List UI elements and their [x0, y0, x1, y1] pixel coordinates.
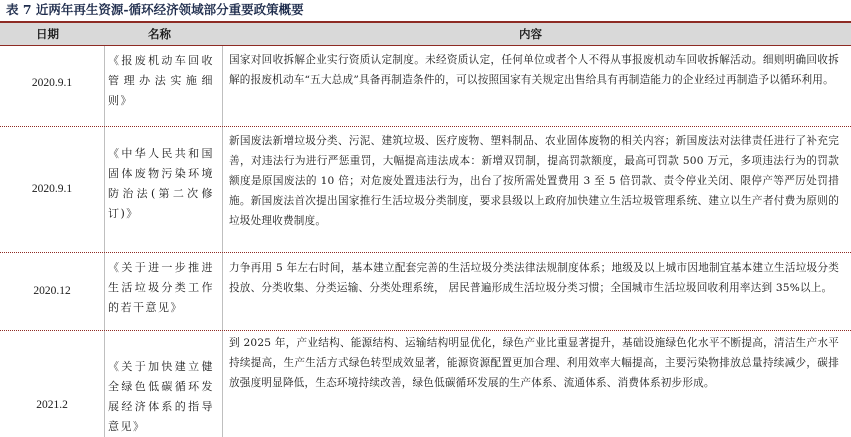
row-name: 《中华人民共和国固体废物污染环境防治法(第二次修订)》 [108, 147, 214, 220]
row-date: 2020.9.1 [31, 183, 73, 195]
row-date: 2020.9.1 [31, 77, 73, 89]
row-content: 到 2025 年，产业结构、能源结构、运输结构明显优化，绿色产业比重显著提升，基础设施绿色化水平不断提高，清洁生产水平持续提高，生产生活方式绿色转型成效显著，能源资源配置更加合理、利用效率大幅提高，主要污染物排放总量持续减少，碳排放强度明显降低，生态环境持续改善，绿色低碳循环发展的生产体系、流通体系、消费体系初步形成。 [229, 337, 839, 389]
table-row [0, 330, 851, 433]
table-row [0, 126, 851, 253]
table-header [0, 23, 851, 45]
row-content: 国家对回收拆解企业实行资质认定制度。未经资质认定，任何单位或者个人不得从事报废机动车回收拆解活动。细则明确回收拆解的报废机动车“五大总成”具备再制造条件的，可以按照国家有关规定出售给具有再制造能力的企业经过再制造予以循环利用。 [229, 54, 839, 86]
header-name: 名称 [148, 27, 171, 41]
row-content: 新国废法新增垃圾分类、污泥、建筑垃圾、医疗废物、塑料制品、农业固体废物的相关内容；新国废法对法律责任进行了补充完善，对违法行为进行严惩重罚，大幅提高违法成本：新增双罚制，提高罚款额度，最高可罚款 500 万元，多项违法行为的罚款额度是原国废法的 10 倍；对危废处置违法行为，出台了按所需处置费用 3 至 5 倍罚款、责令停业关闭、限停产等严厉处罚措施。新国废法首次提出国家推行生活垃圾分类制度，要求县级以上政府加快建立生活垃圾管理系统、建立以生产者付费为原则的垃圾处理收费制度。 [229, 135, 839, 227]
table-row [0, 252, 851, 331]
row-content: 力争再用 5 年左右时间，基本建立配套完善的生活垃圾分类法律法规制度体系；地级及以上城市因地制宜基本建立生活垃圾分类投放、分类收集、分类运输、分类处理系统， 居民普遍形成生活垃圾分类习惯；全国城市生活垃圾回收利用率达到 35%以上。 [229, 262, 839, 294]
table-row [0, 46, 851, 126]
table-title: 表 7 近两年再生资源-循环经济领域部分重要政策概要 [6, 2, 304, 17]
row-name: 《关于加快建立健全绿色低碳循环发展经济体系的指导意见》 [108, 360, 214, 433]
header-date: 日期 [36, 27, 59, 41]
row-date: 2021.2 [36, 399, 68, 411]
row-date: 2020.12 [33, 285, 71, 297]
header-content: 内容 [519, 27, 542, 41]
row-name: 《关于进一步推进生活垃圾分类工作的若干意见》 [108, 261, 214, 314]
row-name: 《报废机动车回收管理办法实施细则》 [108, 54, 214, 107]
